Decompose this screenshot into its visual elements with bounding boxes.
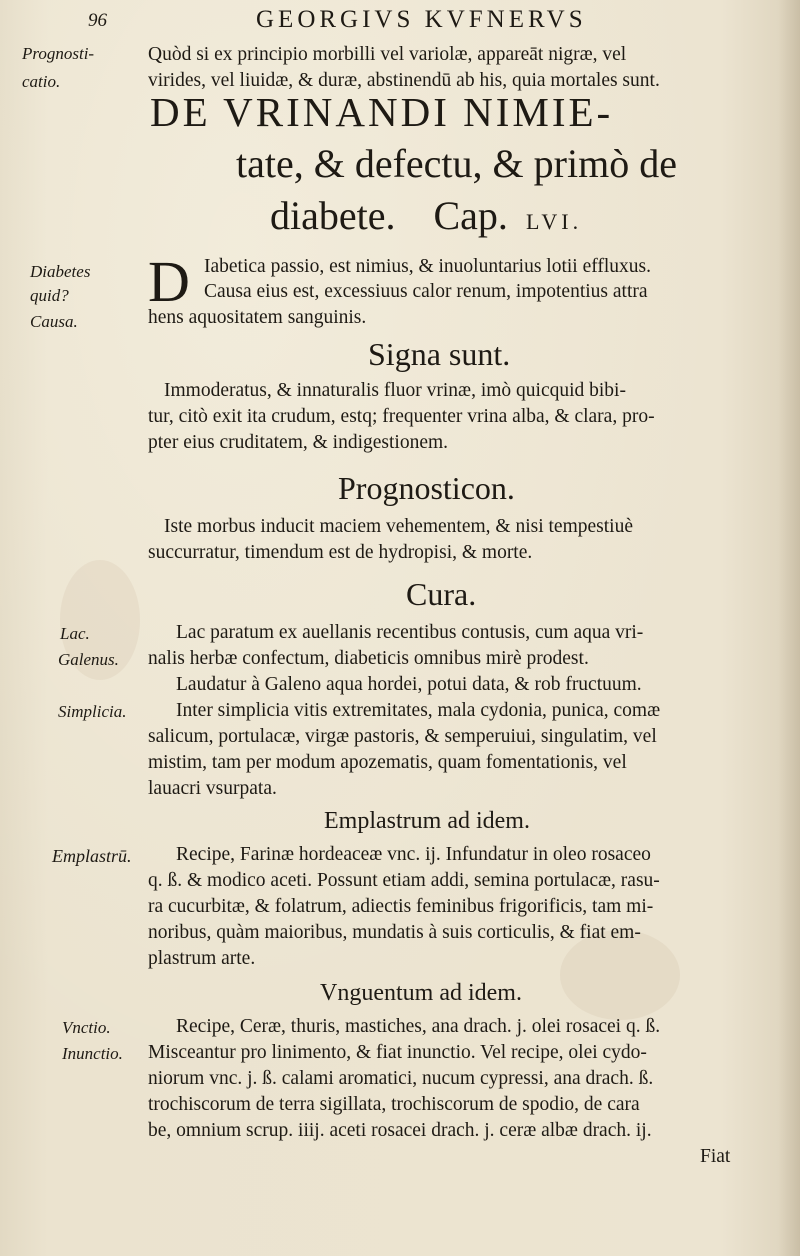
text-line: trochiscorum de terra sigillata, trochiscorum de spodio, de cara [148,1094,640,1115]
section-heading: Prognosticon. [338,470,515,506]
text-line: Misceantur pro linimento, & fiat inunctio. Vel recipe, olei cydo- [148,1042,647,1063]
text-line: be, omnium scrup. iiij. aceti rosacei drach. j. ceræ albæ drach. ij. [148,1120,652,1141]
margin-note: Lac. [60,624,90,643]
text-line: Lac paratum ex auellanis recentibus contusis, cum aqua vri- [176,622,644,643]
text-line: Recipe, Ceræ, thuris, mastiches, ana drach. j. olei rosacei q. ß. [176,1016,661,1037]
text-line: ra cucurbitæ, & folatrum, adiectis feminibus frigorificis, tam mi- [148,896,654,917]
chapter-title-word: diabete. [270,193,396,238]
chapter-label: Cap. [433,193,508,238]
text-line: niorum vnc. j. ß. calami aromatici, nucum cypressi, ana drach. ß. [148,1068,654,1089]
text-line: succurratur, timendum est de hydropisi, & morte. [148,542,533,563]
text-line: Iabetica passio, est nimius, & inuoluntarius lotii effluxus. [204,256,651,277]
margin-note: Emplastrū. [52,846,132,866]
text-line: Laudatur à Galeno aqua hordei, potui data, & rob fructuum. [176,674,642,695]
margin-note: Vnctio. [62,1018,111,1037]
catchword: Fiat [700,1146,731,1167]
text-line: nalis herbæ confectum, diabeticis omnibus mirè prodest. [148,648,589,669]
page-edge-shadow [778,0,800,1256]
text-line: virides, vel liuidæ, & duræ, abstinendū ab his, quia mortales sunt. [148,70,660,91]
text-line: hens aquositatem sanguinis. [148,307,367,328]
text-line: q. ß. & modico aceti. Possunt etiam addi, semina portulacæ, rasu- [148,870,660,891]
chapter-title-line: tate, & defectu, & primò de [236,141,677,186]
section-heading: Vnguentum ad idem. [320,980,522,1006]
margin-note: Prognosti- [22,44,95,63]
text-line: Quòd si ex principio morbilli vel variolæ, appareāt nigræ, vel [148,44,627,65]
chapter-title-line [270,192,582,239]
text-line: plastrum arte. [148,948,256,969]
text-line: Inter simplicia vitis extremitates, mala cydonia, punica, comæ [176,700,661,721]
margin-note: Diabetes [30,262,91,281]
running-head: GEORGIVS KVFNERVS [256,6,587,33]
section-heading: Cura. [406,576,477,612]
drop-capital: D [148,249,190,314]
text-line: salicum, portulacæ, virgæ pastoris, & semperuiui, singulatim, vel [148,726,657,747]
section-heading: Emplastrum ad idem. [324,808,530,834]
margin-note: Inunctio. [62,1044,123,1063]
chapter-title-line: DE VRINANDI NIMIE- [150,89,614,135]
text-line: Immoderatus, & innaturalis fluor vrinæ, imò quicquid bibi- [164,380,626,401]
margin-note: Causa. [30,312,78,331]
text-line: lauacri vsurpata. [148,778,277,799]
text-line: noribus, quàm maioribus, mundatis à suis corticulis, & fiat em- [148,922,641,943]
chapter-number: LVI. [525,209,583,234]
text-line: mistim, tam per modum apozematis, quam fomentationis, vel [148,752,627,773]
margin-note: Galenus. [58,650,119,669]
margin-note: quid? [30,286,69,305]
text-line: pter eius cruditatem, & indigestionem. [148,432,449,453]
text-line: Iste morbus inducit maciem vehementem, & nisi tempestiuè [164,516,633,537]
text-line: Recipe, Farinæ hordeaceæ vnc. ij. Infundatur in oleo rosaceo [176,844,651,865]
section-heading: Signa sunt. [368,336,511,372]
margin-note: catio. [22,72,61,91]
text-line: tur, citò exit ita crudum, estq; frequenter vrina alba, & clara, pro- [148,406,655,427]
margin-note: Simplicia. [58,702,127,721]
page-number: 96 [88,10,107,31]
text-line: Causa eius est, excessiuus calor renum, impotentius attra [204,281,648,302]
